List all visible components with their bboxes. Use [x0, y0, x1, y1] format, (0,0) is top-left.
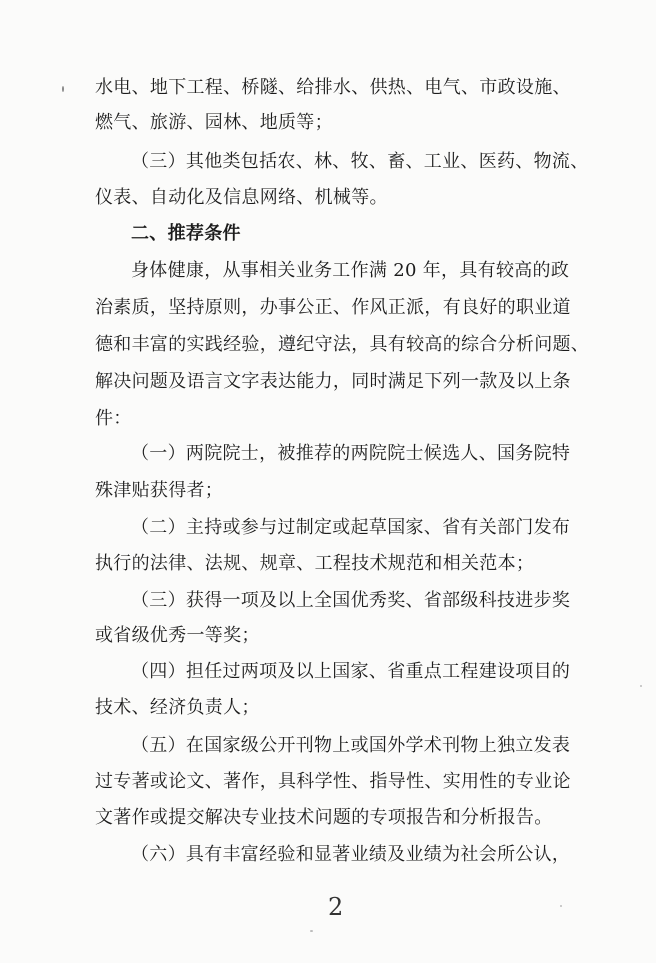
text-line: 或省级优秀一等奖； — [95, 625, 260, 646]
text-line: （四）担任过两项及以上国家、省重点工程建设项目的 — [131, 661, 571, 682]
text-line: 过专著或论文、著作，具科学性、指导性、实用性的专业论 — [95, 771, 571, 792]
scan-speck — [62, 86, 64, 92]
page-number: 2 — [328, 893, 344, 921]
text-line: 解决问题及语言文字表达能力，同时满足下列一款及以上条 — [95, 371, 571, 392]
scan-speck — [560, 905, 562, 907]
text-line: 治素质，坚持原则，办事公正、作风正派，有良好的职业道 — [95, 297, 571, 318]
scan-speck — [310, 930, 313, 932]
text-line: 燃气、旅游、园林、地质等； — [95, 112, 333, 133]
text-line: （一）两院院士，被推荐的两院院士候选人、国务院特 — [131, 443, 571, 464]
text-line: 执行的法律、法规、规章、工程技术规范和相关范本； — [95, 553, 535, 574]
text-line: （五）在国家级公开刊物上或国外学术刊物上独立发表 — [131, 735, 571, 756]
text-line: （六）具有丰富经验和显著业绩及业绩为社会所公认， — [131, 844, 571, 865]
text-line: 技术、经济负责人； — [95, 697, 260, 718]
section-heading: 二、推荐条件 — [131, 223, 241, 244]
text-line: （三）其他类包括农、林、牧、畜、工业、医药、物流、 — [131, 151, 589, 172]
text-line: （三）获得一项及以上全国优秀奖、省部级科技进步奖 — [131, 590, 571, 611]
text-line: 件： — [95, 408, 132, 429]
text-line: 文著作或提交解决专业技术问题的专项报告和分析报告。 — [95, 807, 553, 828]
text-line: 德和丰富的实践经验，遵纪守法，具有较高的综合分析问题、 — [95, 334, 590, 355]
scan-speck — [640, 685, 642, 687]
text-line: （二）主持或参与过制定或起草国家、省有关部门发布 — [131, 517, 571, 538]
text-line: 仪表、自动化及信息网络、机械等。 — [95, 187, 388, 208]
text-line: 殊津贴获得者； — [95, 480, 224, 501]
text-line: 水电、地下工程、桥隧、给排水、供热、电气、市政设施、 — [95, 77, 571, 98]
text-line: 身体健康，从事相关业务工作满 20 年，具有较高的政 — [131, 260, 570, 281]
